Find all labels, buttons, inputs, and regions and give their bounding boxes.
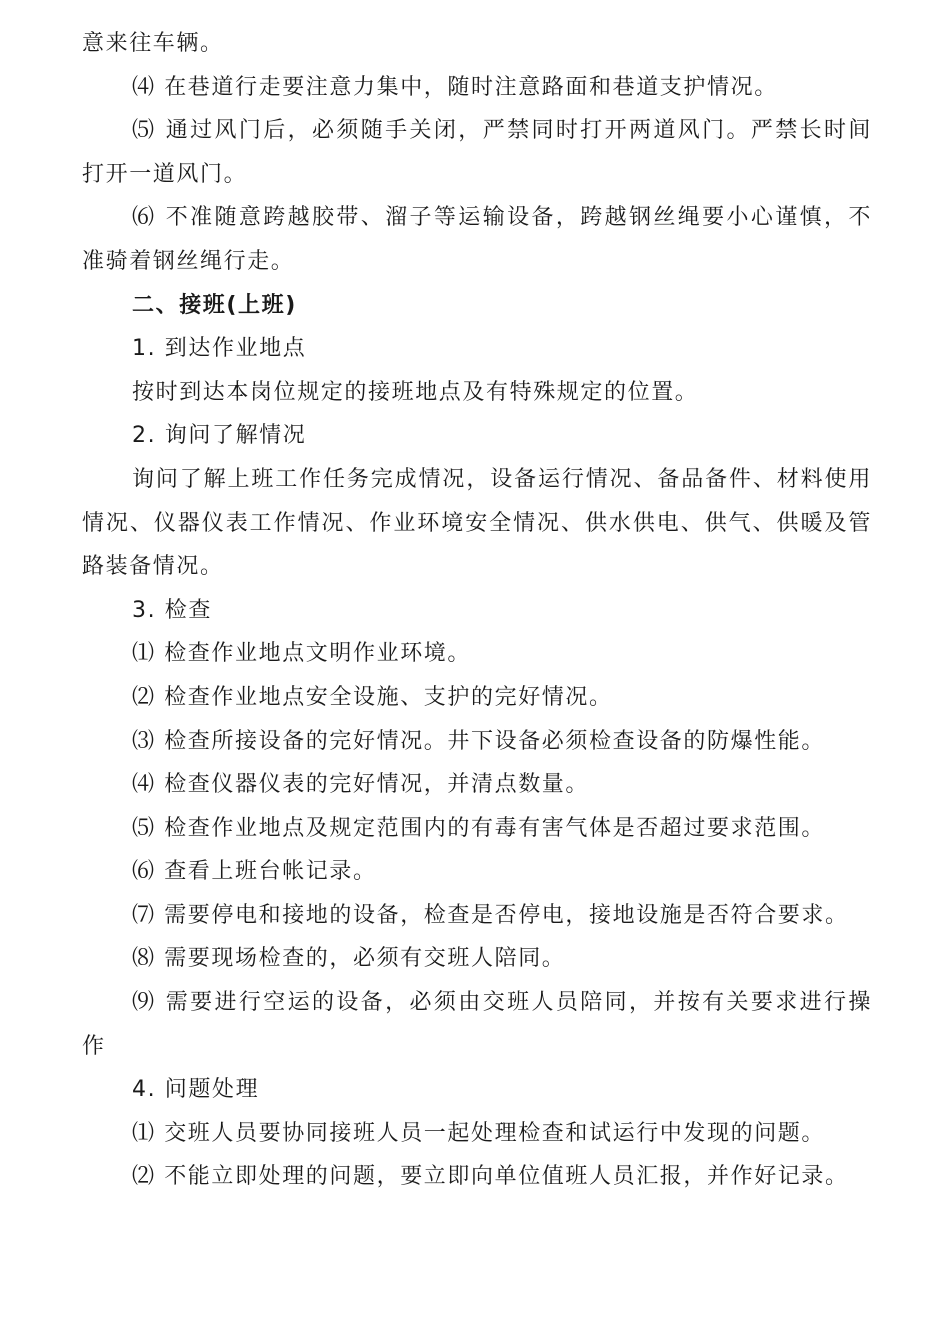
problem-item-1: ⑴ 交班人员要协同接班人员一起处理检查和试运行中发现的问题。 bbox=[132, 1120, 825, 1146]
inspect-item-2: ⑵ 检查作业地点安全设施、支护的完好情况。 bbox=[132, 684, 613, 710]
inspect-item-1: ⑴ 检查作业地点文明作业环境。 bbox=[132, 641, 471, 667]
inspect-item-5: ⑸ 检查作业地点及规定范围内的有毒有害气体是否超过要求范围。 bbox=[132, 815, 825, 841]
problem-item-2: ⑵ 不能立即处理的问题，要立即向单位值班人员汇报，并作好记录。 bbox=[132, 1164, 849, 1190]
list-item-5-air-door: ⑸ 通过风门后，必须随手关闭，严禁同时打开两道风门。严禁长时间打开一道风门。 bbox=[82, 118, 872, 187]
section-heading-shift-takeover: 二、接班(上班) bbox=[132, 292, 297, 318]
list-item-6-crossing: ⑹ 不准随意跨越胶带、溜子等运输设备，跨越钢丝绳要小心谨慎，不准骑着钢丝绳行走。 bbox=[82, 205, 872, 274]
inspect-item-4: ⑷ 检查仪器仪表的完好情况，并清点数量。 bbox=[132, 772, 589, 798]
inspect-item-3: ⑶ 检查所接设备的完好情况。井下设备必须检查设备的防爆性能。 bbox=[132, 728, 825, 754]
subheading-problem-handling: 4. 问题处理 bbox=[132, 1077, 260, 1103]
paragraph-continuation: 意来往车辆。 bbox=[82, 31, 224, 56]
inspect-item-7: ⑺ 需要停电和接地的设备，检查是否停电，接地设施是否符合要求。 bbox=[132, 902, 849, 928]
list-item-4-walking: ⑷ 在巷道行走要注意力集中，随时注意路面和巷道支护情况。 bbox=[132, 74, 778, 100]
document-page bbox=[82, 22, 872, 1199]
subheading-inspect: 3. 检查 bbox=[132, 597, 212, 623]
inspect-item-8: ⑻ 需要现场检查的，必须有交班人陪同。 bbox=[132, 946, 566, 972]
inspect-item-6: ⑹ 查看上班台帐记录。 bbox=[132, 859, 377, 885]
paragraph-arrive: 按时到达本岗位规定的接班地点及有特殊规定的位置。 bbox=[132, 379, 699, 405]
inspect-item-9: ⑼ 需要进行空运的设备，必须由交班人员陪同，并按有关要求进行操作 bbox=[82, 990, 872, 1059]
subheading-arrive: 1. 到达作业地点 bbox=[132, 336, 307, 362]
paragraph-inquire: 询问了解上班工作任务完成情况，设备运行情况、备品备件、材料使用情况、仪器仪表工作情况、作业环境安全情况、供水供电、供气、供暖及管路装备情况。 bbox=[82, 466, 872, 580]
subheading-inquire: 2. 询问了解情况 bbox=[132, 423, 307, 449]
